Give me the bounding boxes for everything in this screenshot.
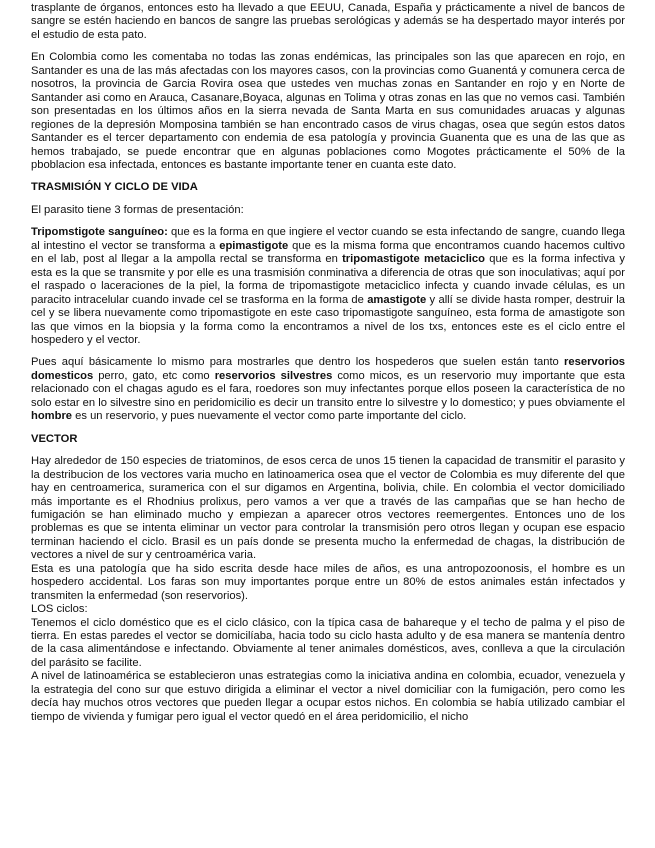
paragraph-organ-transplant: trasplante de órganos, entonces esto ha llevado a que EEUU, Canada, España y prácticamente a nivel de bancos de sangre se estén haciendo en bancos de sangre las pruebas serológicas y además se ha despertado mayor interés por el estudio de esta pato. [31, 2, 625, 41]
paragraph-colombia-endemic-zones: En Colombia como les comentaba no todas las zonas endémicas, las principales son las que aparecen en rojo, en Santander es una de las más afectadas con los mayores casos, con la provincias como Guanentá y comunera cerca de nosotros, la provincia de Garcia Rovira osea que ustedes ven muchas zonas en Santander en rojo y en Norte de Santander asi como en Arauca, Casanare,Boyaca, algunas en Tolima y otras zonas en las que no vemos casi. También son presentadas en los últimos años en la sierra nevada de Santa Marta en sus comunidades aruacas y algunas regiones de la depresión Momposina también se han encontrado casos de virus chagas, osea que según estos datos Santander es el tercer departamento con endemia de esa patología y provincia Guanenta que es una de las que as hemos trabajado, se puede encontrar que en algunas poblaciones como Mogotes prácticamente el 50% de la pboblacion esa infectada, entonces es bastante importante tener en cuanta este dato. [31, 51, 625, 171]
term-tripomastigote-metaciclico: tripomastigote metaciclico [342, 253, 485, 266]
paragraph-tripomastigote [31, 226, 625, 347]
text-segment: y allí se divide hasta romper, destruir la cel y se libera nuevamente como tripomastigote en este caso tripomastigote sanguíneo, esta forma de amastigote son las que vimos en la biopsia y la forma como la encontramos a nivel de los txs, entonces este es el ciclo entre el hospedero y el vector. [31, 293, 625, 346]
term-amastigote: amastigote [367, 293, 427, 306]
paragraph-reservoirs [31, 356, 625, 423]
term-reservorios-domesticos: reservorios domesticos [31, 356, 625, 382]
text-segment: es un reservorio, y pues nuevamente el vector como parte importante del ciclo. [72, 410, 467, 423]
heading-vector: VECTOR [31, 432, 78, 445]
text-segment: que es la forma infectiva y esta es la que se transmite y por elle es una trasmisión conminativa a diferencia de otras que son inoculativas; aquí por el raspado o laceraciones de la piel, la forma de tripomastigote metaciclico infecta y cuando invade células, es un paracito intracelular cuando invade cel se trasforma en la forma de [31, 253, 625, 306]
text-segment: que es la forma en que ingiere el vector cuando se esta infectando de sangre, cuando llega al intestino el vector se transforma a [31, 226, 625, 252]
paragraph-triatomine-species: Hay alrededor de 150 especies de triatominos, de esos cerca de unos 15 tienen la capacidad de transmitir el parasito y la destribucion de los vectores varia mucho en latinoamerica osea que el vector de Colombia es muy diferente del que hay en centroamerica, suramerica con el sur digamos en Argentina, bolivia, chile. En colombia el vector domiciliado más importante es el Rhodnius prolixus, pero vamos a ver que a través de las campañas que se han hecho de fumigación se han eliminado mucho y empiezan a aparecer otros vectores reemergentes. Entonces uno de los problemas es que se intenta eliminar un vector para controlar la transmisión pero otros llegan y ocupan ese espacio terminan haciendo el ciclo. Brasil es un país donde se presenta mucho la enfermedad de chagas, la distribución de vectores a nivel de sur y centroamérica varia. [31, 455, 625, 562]
text-segment: Pues aquí básicamente lo mismo para mostrarles que dentro los hospederos que suelen están tanto [31, 356, 565, 369]
paragraph-latin-america-strategies: A nivel de latinoamérica se establecieron unas estrategias como la iniciativa andina en colombia, ecuador, venezuela y la estrategia del cono sur que estuvo dirigida a eliminar el vector a nivel domiciliar con la fumigación, pero como les decía hay muchos otros vectores que pueden llegar a ocupar estos nichos. En colombia se había utilizado cambiar el tiempo de vivienda y fumigar pero igual el vector quedó en el área peridomicilio, el nicho [31, 670, 625, 723]
term-reservorios-silvestres: reservorios silvestres [214, 369, 333, 382]
term-hombre: hombre [31, 410, 73, 423]
paragraph-domestic-cycle: Tenemos el ciclo doméstico que es el ciclo clásico, con la típica casa de bahareque y el techo de palma y el piso de tierra. En estas paredes el vector se domicilíaba, hacia todo su ciclo hasta adulto y de esa manera se mantenía dentro de la casa alimentándose e infectando. Obviamente al tener animales domésticos, aves, conlleva a que la circulación del parásito se facilite. [31, 616, 625, 669]
paragraph-antropozoonosis: Esta es una patología que ha sido escrita desde hace miles de años, es una antropozoonosis, el hombre es un hospedero accidental. Los faras son muy importantes porque entre un 80% de estos animales están infectados y transmiten la enfermedad (son reservorios). [31, 562, 625, 602]
text-segment: como micos, es un reservorio muy importante que esta relacionado con el chagas agudo es el fara, roedores son muy infectantes porque ellos poseen la característica de no solo estar en lo silvestre sino en peridomicilio es decir un transito entre lo silvestre y lo domestico; y pues obviamente el [31, 369, 625, 409]
term-tripomastigote-sanguineo: Tripomstigote sanguíneo: [31, 226, 168, 239]
text-segment: que es la misma forma que encontramos cuando hacemos cultivo en el lab, post al llegar a la ampolla rectal se transforma en [31, 239, 625, 266]
document-page [31, 2, 625, 724]
heading-transmission-life-cycle: TRASMISIÓN Y CICLO DE VIDA [31, 181, 198, 194]
paragraph-cycles-label: LOS ciclos: [31, 603, 88, 616]
text-segment: perro, gato, etc como [93, 369, 215, 382]
paragraph-presentation-forms: El parasito tiene 3 formas de presentación: [31, 203, 244, 216]
term-epimastigote: epimastigote [219, 239, 289, 252]
